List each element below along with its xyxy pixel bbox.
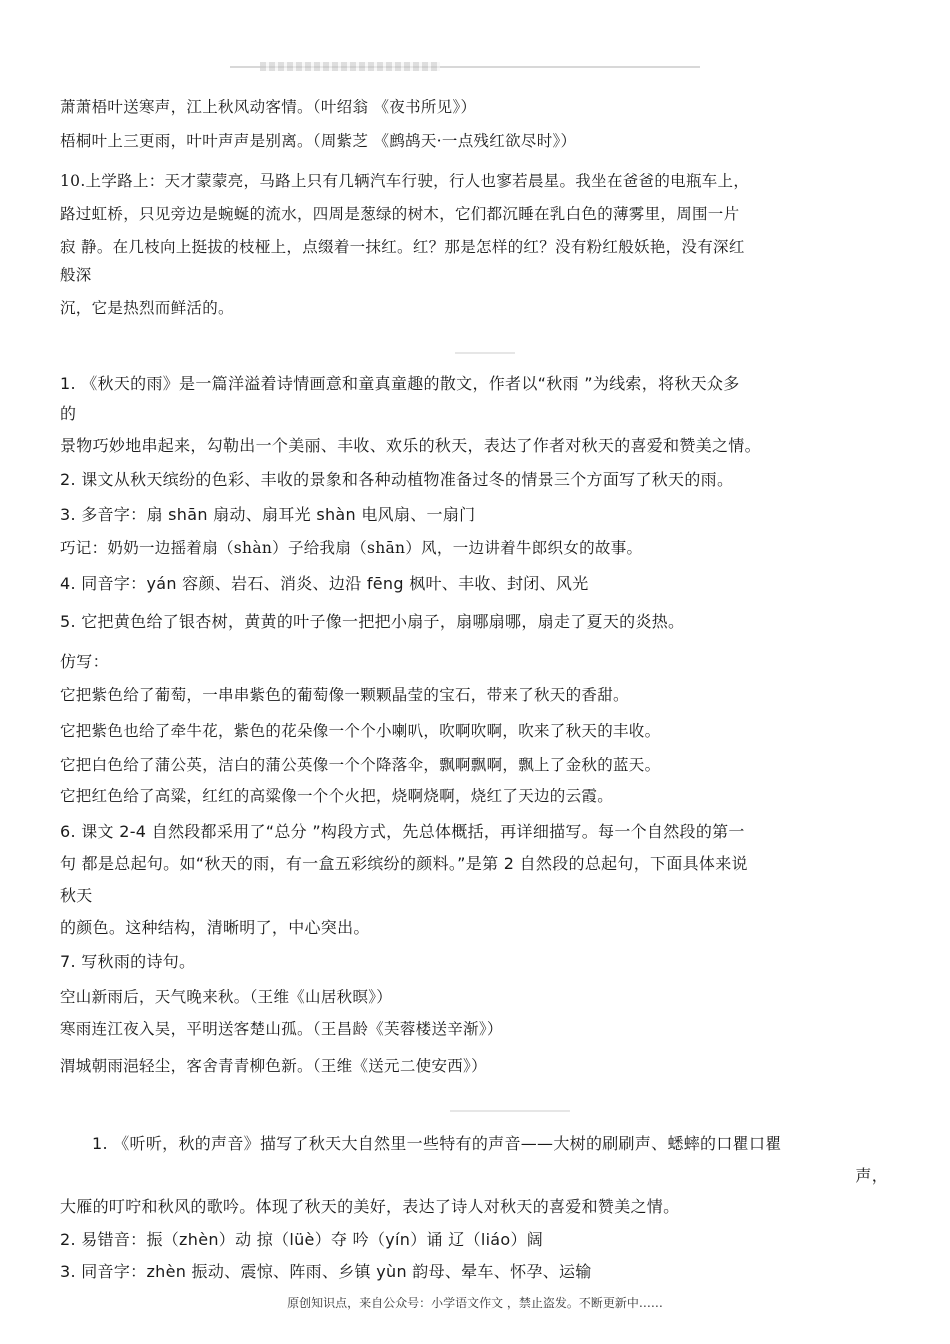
imitation-sentence: 它把红色给了高粱，红红的高粱像一个个火把，烧啊烧啊，烧红了天边的云霞。 (60, 787, 614, 805)
footer-notice: 原创知识点，来自公众号：小学语文作文 ，禁止盗发。不断更新中…… (287, 1296, 663, 1310)
imitation-sentence: 它把紫色也给了牵牛花，紫色的花朵像一个个小喇叭，吹啊吹啊，吹来了秋天的丰收。 (60, 722, 661, 740)
list-item: 句 都是总起句。如“秋天的雨，有一盒五彩缤纷的颜料。”是第 2 自然段的总起句，下面具体来说 (60, 854, 748, 873)
poem-line: 寒雨连江夜入吴，平明送客楚山孤。（王昌龄《芙蓉楼送辛渐》） (60, 1020, 503, 1038)
list-item: 3. 同音字：zhèn 振动、震惊、阵雨、乡镇 yùn 韵母、晕车、怀孕、运输 (60, 1262, 592, 1281)
list-item: 的颜色。这种结构，清晰明了，中心突出。 (60, 918, 370, 937)
page-header-watermark (230, 58, 700, 76)
paragraph-line: 寂 静。在几枝向上挺拔的枝桠上，点缀着一抹红。红？那是怎样的红？没有粉红般妖艳，没有深红 (60, 238, 745, 256)
list-item: 1. 《听听，秋的声音》描写了秋天大自然里一些特有的声音——大树的刷刷声、蟋蟀的口瞿口瞿 (92, 1134, 782, 1153)
paragraph-line: 沉，它是热烈而鲜活的。 (60, 299, 234, 317)
list-item: 5. 它把黄色给了银杏树，黄黄的叶子像一把把小扇子，扇哪扇哪，扇走了夏天的炎热。 (60, 612, 685, 631)
poem-line: 萧萧梧叶送寒声，江上秋风动客情。（叶绍翁 《夜书所见》） (60, 98, 477, 116)
list-item: 2. 课文从秋天缤纷的色彩、丰收的景象和各种动植物准备过冬的情景三个方面写了秋天的雨。 (60, 470, 734, 489)
paragraph-line: 10.上学路上：天才蒙蒙亮，马路上只有几辆汽车行驶，行人也寥若晨星。我坐在爸爸的电瓶车上， (60, 172, 750, 190)
list-item: 大雁的叮咛和秋风的歌吟。体现了秋天的美好，表达了诗人对秋天的喜爱和赞美之情。 (60, 1197, 680, 1216)
list-item: 2. 易错音：振（zhèn）动 掠（lüè）夺 吟（yín）诵 辽（liáo）阔 (60, 1230, 544, 1249)
list-item: 7. 写秋雨的诗句。 (60, 952, 196, 971)
section-divider (455, 352, 515, 354)
list-item: 秋天 (60, 886, 93, 905)
list-item: 景物巧妙地串起来，勾勒出一个美丽、丰收、欢乐的秋天，表达了作者对秋天的喜爱和赞美之情。 (60, 436, 761, 455)
imitation-label: 仿写： (60, 652, 109, 671)
list-item: 的 (60, 404, 77, 423)
paragraph-line: 般深 (60, 266, 92, 284)
list-item: 3. 多音字：扇 shān 扇动、扇耳光 shàn 电风扇、一扇门 (60, 505, 476, 524)
paragraph-line: 路过虹桥，只见旁边是蜿蜒的流水，四周是葱绿的树木，它们都沉睡在乳白色的薄雾里，周围一片 (60, 205, 740, 223)
poem-line: 渭城朝雨浥轻尘，客舍青青柳色新。（王维《送元二使安西》） (60, 1057, 487, 1075)
imitation-sentence: 它把紫色给了葡萄，一串串紫色的葡萄像一颗颗晶莹的宝石，带来了秋天的香甜。 (60, 686, 629, 704)
imitation-sentence: 它把白色给了蒲公英，洁白的蒲公英像一个个降落伞，飘啊飘啊，飘上了金秋的蓝天。 (60, 756, 661, 774)
poem-line: 梧桐叶上三更雨，叶叶声声是别离。（周紫芝 《鹧鸪天·一点残红欲尽时》） (60, 132, 577, 150)
list-item: 1. 《秋天的雨》是一篇洋溢着诗情画意和童真童趣的散文，作者以“秋雨 ”为线索，将秋天众多 (60, 374, 740, 393)
poem-line: 空山新雨后，天气晚来秋。（王维《山居秋暝》） (60, 988, 393, 1006)
list-item: 6. 课文 2-4 自然段都采用了“总分 ”构段方式，先总体概括，再详细描写。每一个自然段的第一 (60, 822, 745, 841)
list-item: 声， (855, 1166, 888, 1185)
list-item: 4. 同音字：yán 容颜、岩石、消炎、边沿 fēng 枫叶、丰收、封闭、风光 (60, 574, 589, 593)
section-divider (450, 1110, 570, 1112)
memory-tip: 巧记：奶奶一边摇着扇（shàn）子给我扇（shān）风，一边讲着牛郎织女的故事。 (60, 539, 643, 557)
